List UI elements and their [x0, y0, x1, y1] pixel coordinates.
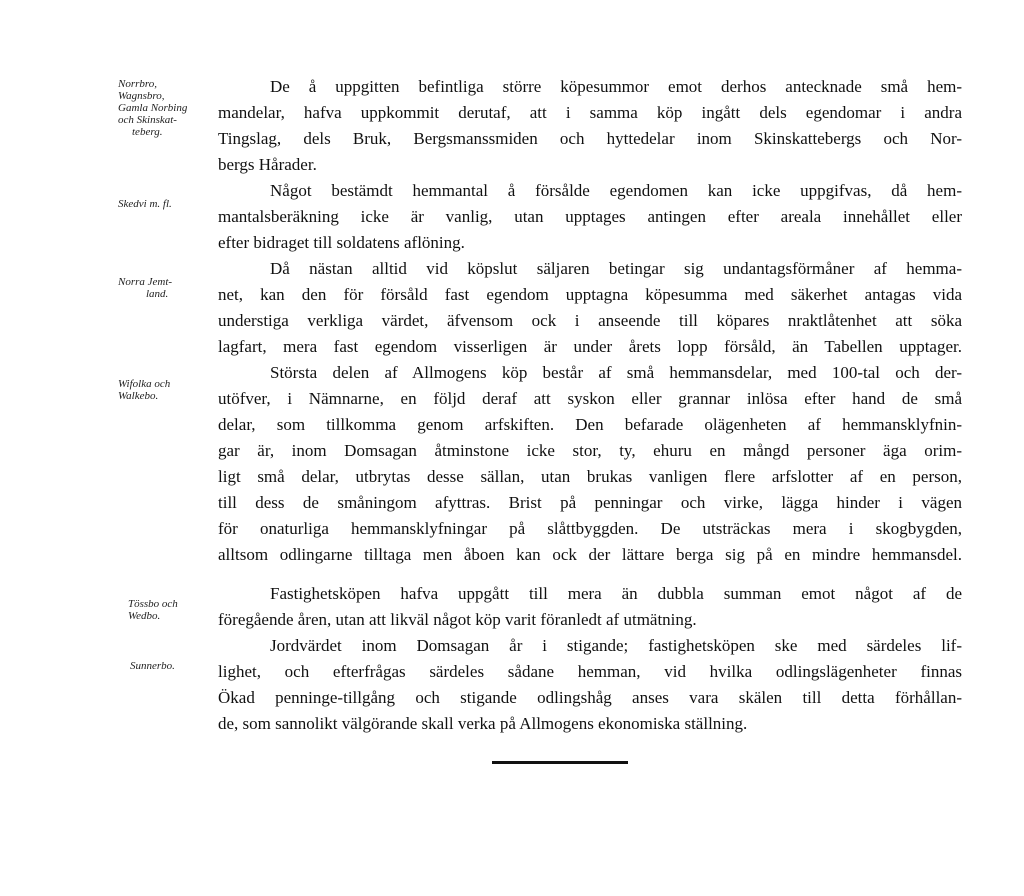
text-line: gar är, inom Domsagan åtminstone icke stor, ty, ehuru en mångd personer äga orim-	[218, 441, 962, 460]
margin-note-norra-jemtland	[118, 276, 214, 300]
text-line: understiga verkliga värdet, äfvensom ock i anseende till köpares nraktlåtenhet att söka	[218, 311, 962, 330]
margin-note-skedvi	[118, 198, 214, 210]
text-line: Jordvärdet inom Domsagan år i stigande; fastighetsköpen ske med särdeles lif-	[270, 636, 962, 655]
text-line: lighet, och efterfrågas särdeles sådane hemman, vid hvilka odlingslägenheter finnas	[218, 662, 962, 681]
section-end-rule	[492, 761, 628, 764]
text-line: De å uppgitten befintliga större köpesummor emot derhos antecknade små hem-	[270, 77, 962, 96]
margin-note-line: teberg.	[132, 126, 163, 138]
margin-note-line: och Skinskat-	[118, 114, 177, 126]
margin-note-wifolka	[118, 378, 214, 402]
text-line: lagfart, mera fast egendom visserligen är under årets lopp försåld, än Tabellen upptager.	[218, 337, 962, 356]
margin-note-line: Sunnerbo.	[130, 660, 175, 672]
margin-note-line: Skedvi m. fl.	[118, 198, 172, 210]
margin-note-tossbo	[128, 598, 224, 622]
text-line: Största delen af Allmogens köp består af små hemmansdelar, med 100-tal och der-	[270, 363, 962, 382]
margin-note-line: land.	[146, 288, 169, 300]
margin-note-line: Walkebo.	[118, 390, 159, 402]
margin-note-line: Gamla Norbing	[118, 102, 188, 114]
text-line: mantalsberäkning icke är vanlig, utan upptages antingen efter areala innehållet eller	[218, 207, 962, 226]
margin-note-line: Norrbro,	[118, 78, 158, 90]
text-line: till dess de småningom afyttras. Brist på penningar och virke, lägga hinder i vägen	[218, 493, 962, 512]
text-line: efter bidraget till soldatens aflöning.	[218, 233, 465, 252]
margin-note-line: Norra Jemt-	[118, 276, 173, 288]
text-line: för onaturliga hemmansklyfningar på slåttbyggden. De utsträckas mera i skogbygden,	[218, 519, 962, 538]
text-line: delar, som tillkomma genom arfskiften. Den befarade olägenheten af hemmansklyfnin-	[218, 415, 962, 434]
text-line: alltsom odlingarne tilltaga men åboen kan ock der lättare berga sig på en mindre hemmansdel.	[218, 545, 962, 564]
text-line: föregående åren, utan att likväl något köp varit föranledt af utmätning.	[218, 610, 697, 629]
margin-note-sunnerbo	[130, 660, 226, 672]
text-line: bergs Hårader.	[218, 155, 317, 174]
text-line: mandelar, hafva uppkommit derutaf, att i samma köp ingått dels egendomar i andra	[218, 103, 962, 122]
text-line: Något bestämdt hemmantal å försålde egendomen kan icke uppgifvas, då hem-	[270, 181, 962, 200]
text-line: Ökad penninge-tillgång och stigande odlingshåg anses vara skälen till detta förhållan-	[218, 688, 962, 707]
text-line: Tingslag, dels Bruk, Bergsmanssmiden och hyttedelar inom Skinskattebergs och Nor-	[218, 129, 962, 148]
text-line: net, kan den för försåld fast egendom upptagna köpesumma med säkerhet antagas vida	[218, 285, 962, 304]
margin-note-line: Tössbo och	[128, 598, 178, 610]
text-line: utöfver, i Nämnarne, en följd deraf att syskon eller grannar inlösa efter hand de små	[218, 389, 962, 408]
margin-note-line: Wedbo.	[128, 610, 161, 622]
text-line: Då nästan alltid vid köpslut säljaren betingar sig undantagsförmåner af hemma-	[270, 259, 962, 278]
margin-note-line: Wifolka och	[118, 378, 171, 390]
margin-note-norrbro	[118, 78, 214, 138]
text-line: Fastighetsköpen hafva uppgått till mera än dubbla summan emot något af de	[270, 584, 962, 603]
text-line: de, som sannolikt välgörande skall verka på Allmogens ekonomiska ställning.	[218, 714, 748, 733]
margin-note-line: Wagnsbro,	[118, 90, 165, 102]
text-line: ligt små delar, utbrytas desse sällan, utan brukas vanligen flere arfslotter af en person,	[218, 467, 962, 486]
